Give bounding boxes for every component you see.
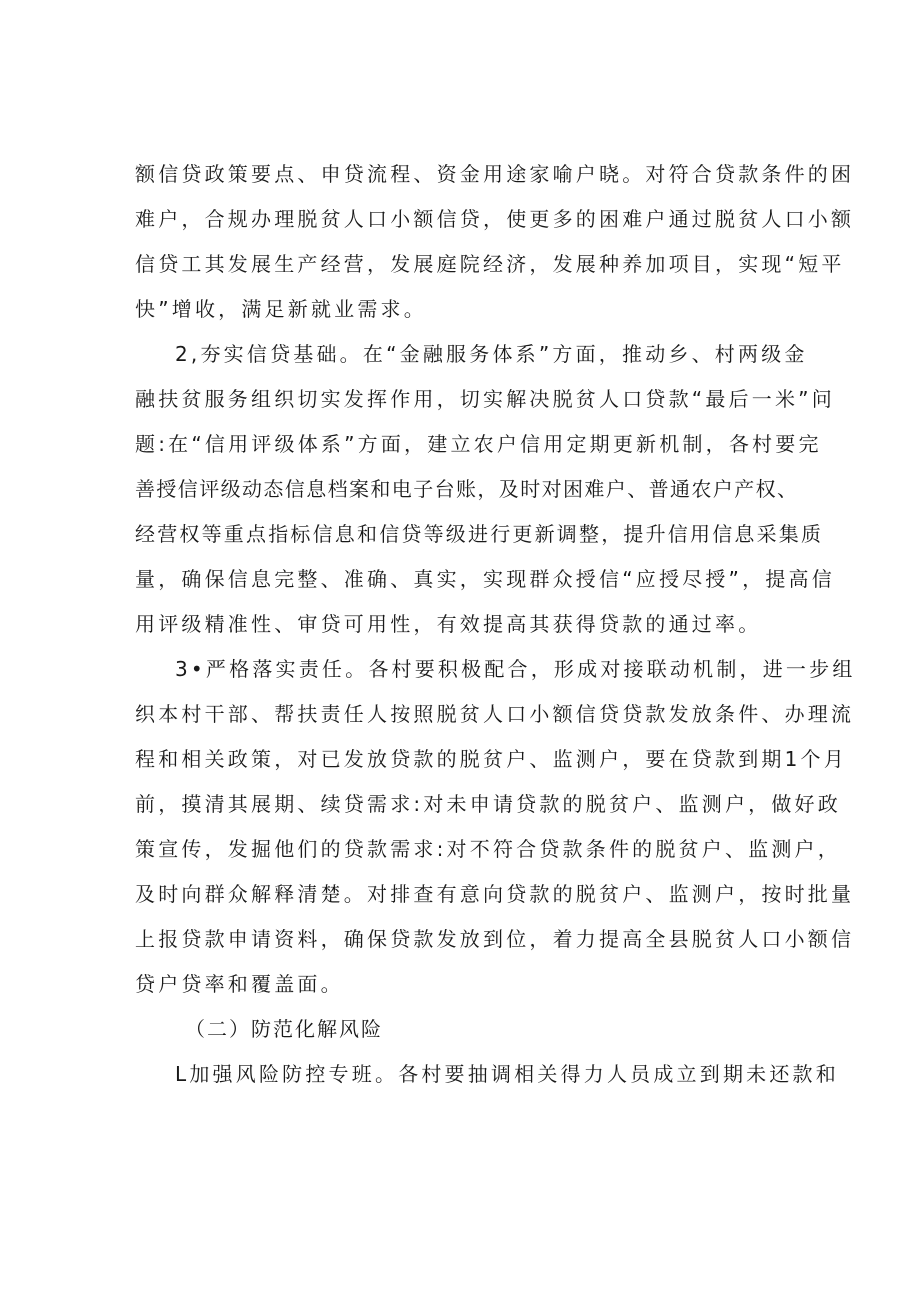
paragraph-start-line: 2,夯实信贷基础。在“金融服务体系”方面，推动乡、村两级金 [175,342,808,366]
text-line: 上报贷款申请资料，确保贷款发放到位，着力提高全县脱贫人口小额信 [135,927,855,951]
text-line: 快”增收，满足新就业需求。 [135,297,427,321]
text-line: 织本村干部、帮扶责任人按照脱贫人口小额信贷贷款发放条件、办理流 [135,702,855,726]
text-line: 信贷工其发展生产经营，发展庭院经济，发展种养加项目，实现“短平 [135,252,845,276]
text-line: 用评级精准性、审贷可用性，有效提高其获得贷款的通过率。 [135,612,762,636]
text-line: 贷户贷率和覆盖面。 [135,972,344,996]
text-line: 题:在“信用评级体系”方面，建立农户信用定期更新机制，各村要完 [135,432,822,456]
paragraph-start-line: L加强风险防控专班。各村要抽调相关得力人员成立到期未还款和 [175,1062,839,1086]
text-line: 难户，合规办理脱贫人口小额信贷，使更多的困难户通过脱贫人口小额 [135,207,855,231]
text-line: 策宣传，发掘他们的贷款需求:对不符合贷款条件的脱贫户、监测户， [135,837,841,861]
text-line: 善授信评级动态信息档案和电子台账，及时对困难户、普通农户产权、 [135,477,799,501]
text-line: 经营权等重点指标信息和信贷等级进行更新调整，提升信用信息采集质 [135,522,824,546]
section-heading: （二）防范化解风险 [185,1017,383,1041]
text-line: 及时向群众解释清楚。对排查有意向贷款的脱贫户、监测户，按时批量 [135,882,855,906]
text-line: 额信贷政策要点、申贷流程、资金用途家喻户晓。对符合贷款条件的困 [135,162,855,186]
paragraph-start-line: 3•严格落实责任。各村要积极配合，形成对接联动机制，进一步组 [175,657,856,681]
text-line: 融扶贫服务组织切实发挥作用，切实解决脱贫人口贷款“最后一米”问 [135,387,835,411]
document-body [135,152,856,1097]
text-line: 程和相关政策，对已发放贷款的脱贫户、监测户，要在贷款到期1个月 [135,747,847,771]
text-line: 量，确保信息完整、准确、真实，实现群众授信“应授尽授”，提高信 [135,567,835,591]
text-line: 前，摸清其展期、续贷需求:对未申请贷款的脱贫户、监测户，做好政 [135,792,841,816]
